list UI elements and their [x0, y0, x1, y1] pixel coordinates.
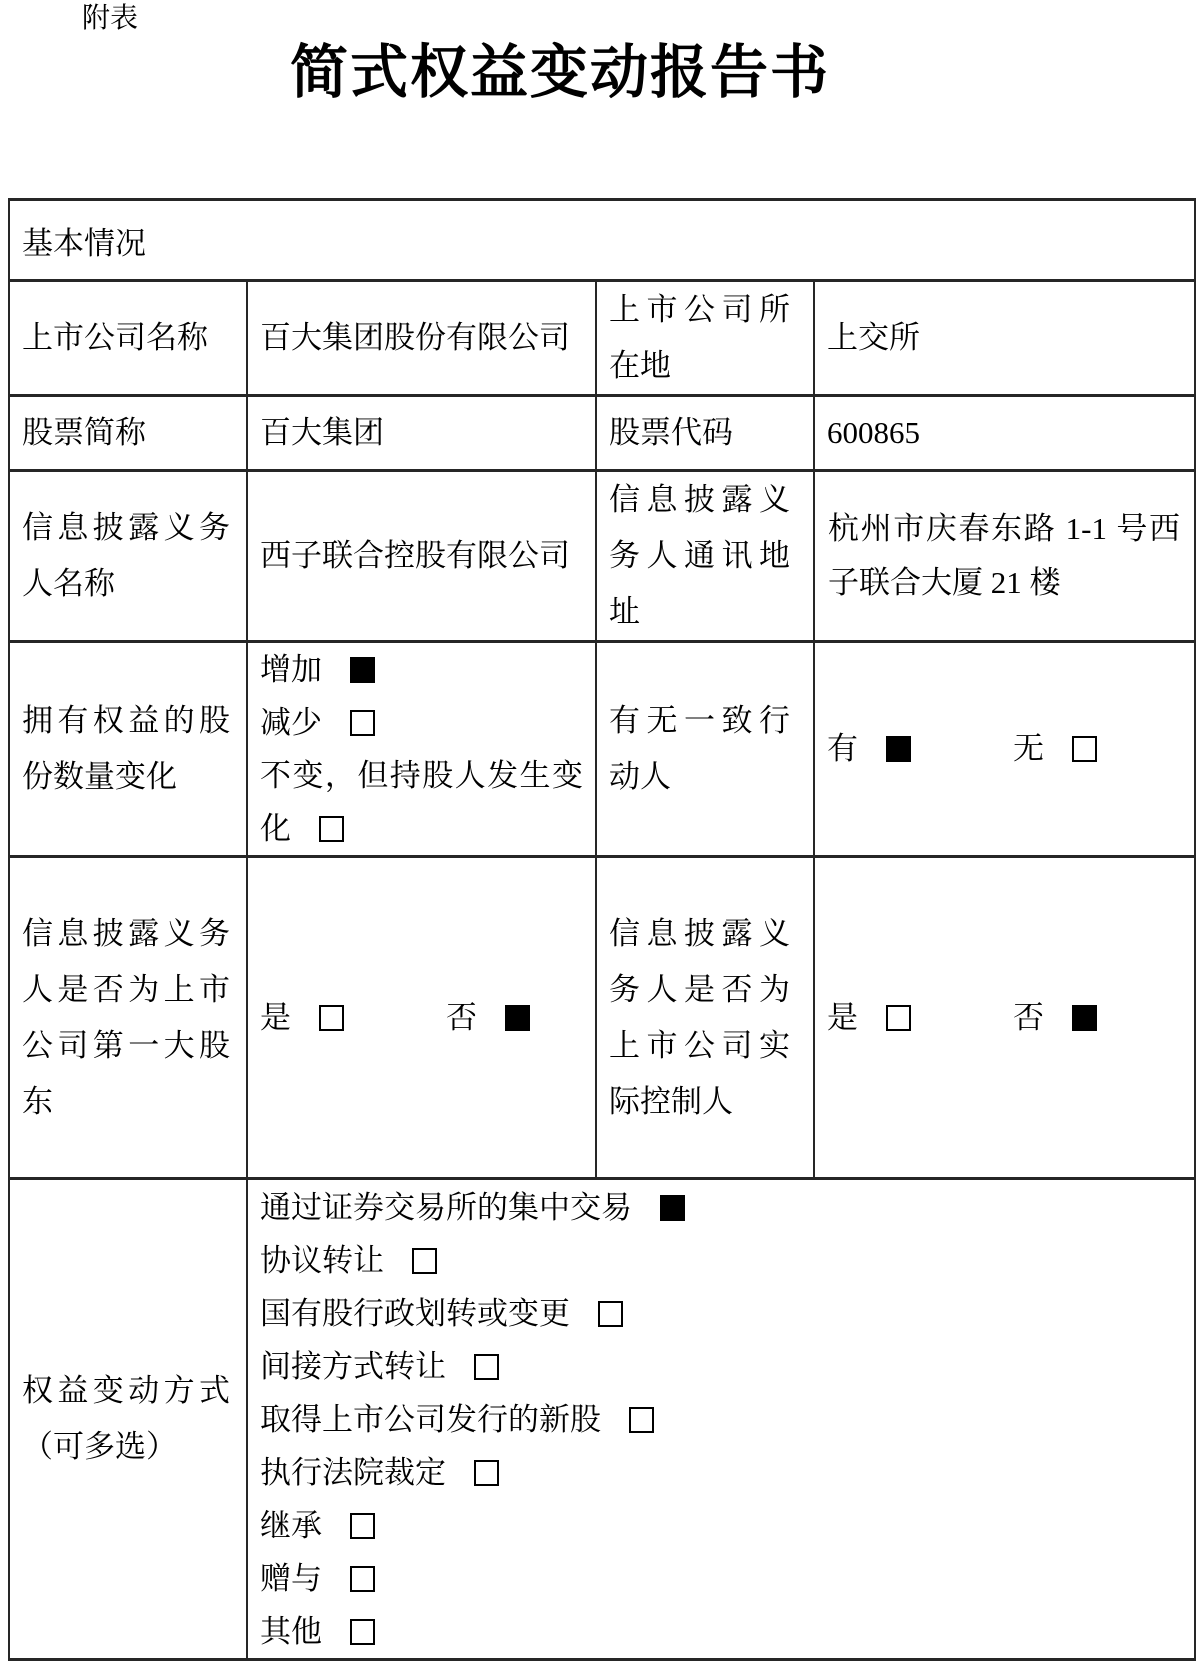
checkbox-checked-icon	[350, 657, 375, 683]
actual-controller-options	[827, 991, 1182, 1045]
discloser-name-value: 西子联合控股有限公司	[247, 471, 596, 642]
checkbox-unchecked-icon	[319, 816, 344, 842]
checkbox-option	[1013, 722, 1097, 776]
option-label: 不变，但持股人发生变化	[260, 758, 583, 846]
checkbox-option	[827, 991, 911, 1045]
change-method-label: 权益变动方式（可多选）	[9, 1179, 247, 1660]
option-label: 有	[827, 731, 858, 766]
company-name-value: 百大集团股份有限公司	[247, 281, 596, 396]
company-location-label: 上市公司所在地	[596, 281, 814, 396]
checkbox-option	[260, 749, 583, 855]
table-row	[9, 396, 1195, 471]
stock-abbr-value: 百大集团	[247, 396, 596, 471]
table-row	[9, 200, 1195, 281]
option-label: 国有股行政划转或变更	[260, 1295, 570, 1331]
stock-code-value: 600865	[814, 396, 1195, 471]
checkbox-checked-icon	[505, 1005, 530, 1031]
checkbox-checked-icon	[886, 736, 911, 762]
actual-controller-options-cell	[814, 857, 1195, 1179]
checkbox-option	[260, 696, 583, 749]
share-change-options-cell	[247, 642, 596, 857]
option-label: 是	[827, 999, 858, 1035]
table-row	[9, 281, 1195, 396]
table-row	[9, 857, 1195, 1179]
checkbox-option	[260, 643, 583, 696]
discloser-address-label: 信息披露义务人通讯地址	[596, 471, 814, 642]
checkbox-option	[827, 722, 911, 776]
checkbox-unchecked-icon	[1072, 736, 1097, 762]
checkbox-unchecked-icon	[350, 1513, 375, 1539]
checkbox-option	[1013, 991, 1097, 1045]
checkbox-unchecked-icon	[629, 1407, 654, 1433]
option-label: 间接方式转让	[260, 1348, 446, 1384]
checkbox-option	[260, 1446, 1182, 1499]
change-method-options	[260, 1181, 1182, 1658]
checkbox-option	[260, 991, 344, 1045]
checkbox-checked-icon	[1072, 1005, 1097, 1031]
option-label: 协议转让	[260, 1242, 384, 1278]
appendix-label: 附表	[82, 3, 139, 34]
change-method-options-cell	[247, 1179, 1195, 1660]
checkbox-option	[260, 1181, 1182, 1234]
checkbox-unchecked-icon	[319, 1005, 344, 1031]
table-row	[9, 642, 1195, 857]
checkbox-option	[260, 1552, 1182, 1605]
basic-info-table	[8, 198, 1196, 1661]
option-label: 是	[260, 999, 291, 1035]
company-name-label: 上市公司名称	[9, 281, 247, 396]
option-label: 取得上市公司发行的新股	[260, 1401, 601, 1437]
checkbox-option	[446, 991, 530, 1045]
checkbox-unchecked-icon	[598, 1301, 623, 1327]
option-label: 继承	[260, 1507, 322, 1543]
checkbox-unchecked-icon	[474, 1354, 499, 1380]
checkbox-option	[260, 1340, 1182, 1393]
discloser-address-value: 杭州市庆春东路 1-1 号西子联合大厦 21 楼	[814, 471, 1195, 642]
table-row	[9, 1179, 1195, 1660]
option-label: 无	[1013, 731, 1044, 766]
option-label: 增加	[260, 652, 322, 687]
checkbox-unchecked-icon	[350, 1566, 375, 1592]
option-label: 赠与	[260, 1560, 322, 1596]
checkbox-unchecked-icon	[474, 1460, 499, 1486]
checkbox-unchecked-icon	[886, 1005, 911, 1031]
stock-abbr-label: 股票简称	[9, 396, 247, 471]
stock-code-label: 股票代码	[596, 396, 814, 471]
checkbox-option	[260, 1393, 1182, 1446]
option-label: 否	[1013, 999, 1044, 1035]
option-label: 执行法院裁定	[260, 1454, 446, 1490]
option-label: 否	[446, 999, 477, 1035]
concert-party-options-cell	[814, 642, 1195, 857]
concert-party-options	[827, 722, 1182, 776]
largest-shareholder-options-cell	[247, 857, 596, 1179]
checkbox-checked-icon	[660, 1195, 685, 1221]
discloser-name-label: 信息披露义务人名称	[9, 471, 247, 642]
checkbox-unchecked-icon	[350, 1619, 375, 1645]
page-title: 简式权益变动报告书	[289, 40, 830, 105]
company-location-value: 上交所	[814, 281, 1195, 396]
section-header: 基本情况	[9, 200, 1195, 281]
largest-shareholder-options	[260, 991, 583, 1045]
option-label: 通过证券交易所的集中交易	[260, 1189, 632, 1225]
checkbox-option	[260, 1499, 1182, 1552]
largest-shareholder-label: 信息披露义务人是否为上市公司第一大股东	[9, 857, 247, 1179]
option-label: 其他	[260, 1613, 322, 1649]
checkbox-option	[260, 1605, 1182, 1658]
share-change-label: 拥有权益的股份数量变化	[9, 642, 247, 857]
checkbox-option	[260, 1287, 1182, 1340]
checkbox-unchecked-icon	[350, 710, 375, 736]
table-row	[9, 471, 1195, 642]
checkbox-unchecked-icon	[412, 1248, 437, 1274]
concert-party-label: 有无一致行动人	[596, 642, 814, 857]
share-change-options	[260, 643, 583, 855]
actual-controller-label: 信息披露义务人是否为上市公司实际控制人	[596, 857, 814, 1179]
option-label: 减少	[260, 705, 322, 740]
checkbox-option	[260, 1234, 1182, 1287]
